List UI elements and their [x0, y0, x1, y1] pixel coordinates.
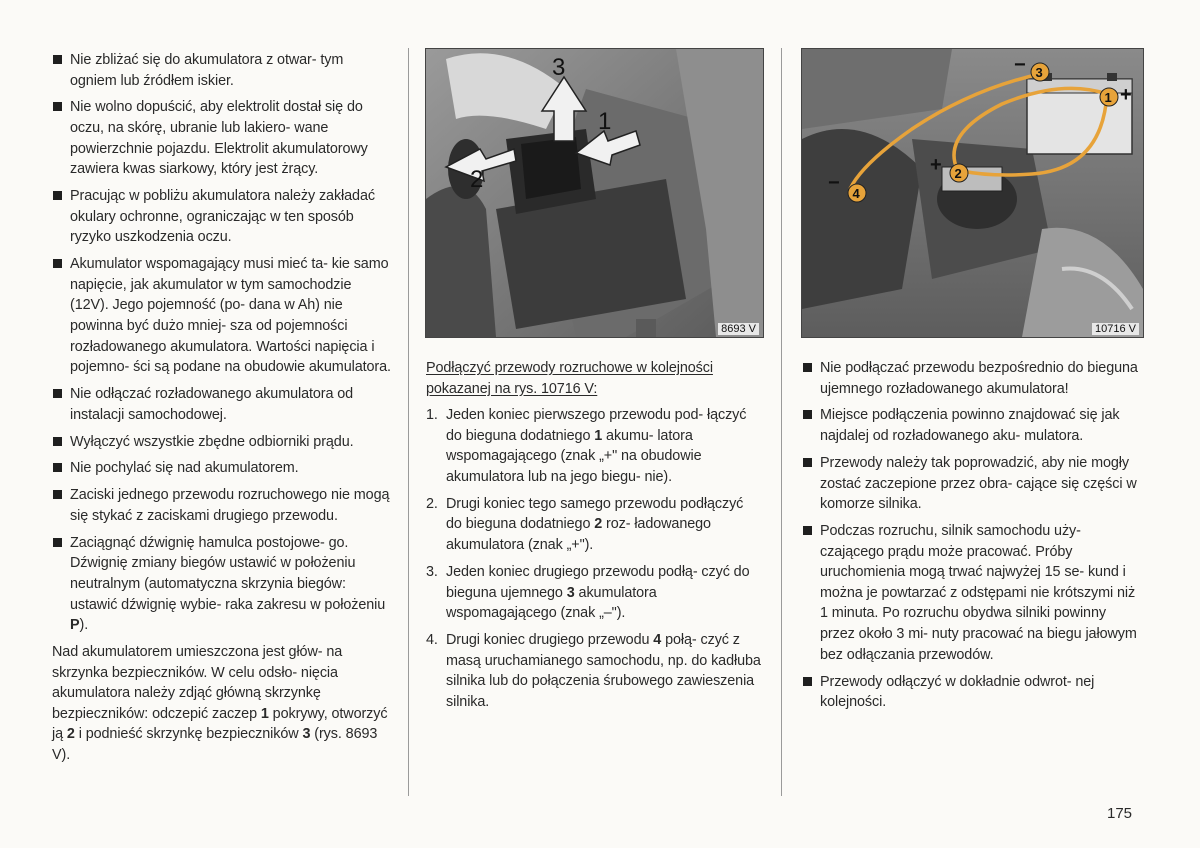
- list-item: Nie zbliżać się do akumulatora z otwar- tym ogniem lub źródłem iskier.: [52, 50, 392, 91]
- figure-fuse-box-removal: [425, 48, 764, 338]
- bullet-square-icon: [53, 463, 62, 472]
- minus-sign: −: [1014, 54, 1026, 76]
- bullet-square-icon: [53, 389, 62, 398]
- bullet-square-icon: [53, 259, 62, 268]
- list-item: Nie pochylać się nad akumulatorem.: [52, 458, 392, 479]
- fuse-box-illustration: [426, 49, 763, 337]
- list-item: Akumulator wspomagający musi mieć ta- kie samo napięcie, jak akumulator w tym samochodzie (12V). Jego pojemność (po- dana w Ah) nie powinna być dużo mniej- sza od pojemności rozładowanego akumulatora. Wartości napięcia i pojemno- ści są podane na obudowie akumulatora.: [52, 254, 392, 378]
- plus-sign: +: [1120, 84, 1132, 106]
- callout-3: [1031, 63, 1049, 81]
- jump-start-illustration: [802, 49, 1143, 337]
- fuse-box-paragraph: Nad akumulatorem umieszczona jest głów- na skrzynka bezpieczników. W celu odsło- nięcia akumulatora należy zdjąć główną skrzynkę bezpieczników: odczepić zaczep 1 pokrywy, otworzyć ją 2 i podnieść skrzynkę bezpieczników 3 (rys. 8693 V).: [52, 644, 388, 764]
- bullet-square-icon: [803, 363, 812, 372]
- middle-column: [426, 358, 762, 719]
- bullet-square-icon: [803, 458, 812, 467]
- list-item: Zaciągnąć dźwignię hamulca postojowe- go. Dźwignię zmiany biegów ustawić w położeniu neutralnym (automatyczna skrzynia biegów: ustawić dźwignię wybie- raka zakresu w położeniu P).: [52, 533, 392, 636]
- bullet-square-icon: [53, 437, 62, 446]
- callout-1: 1: [598, 108, 612, 135]
- minus-sign: −: [828, 172, 840, 194]
- bullet-square-icon: [53, 55, 62, 64]
- bullet-square-icon: [803, 410, 812, 419]
- figure-jumper-cable-connection: [801, 48, 1144, 338]
- list-item: Przewody odłączyć w dokładnie odwrot- nej kolejności.: [802, 672, 1142, 713]
- left-bullet-list: [52, 50, 392, 636]
- bullet-square-icon: [53, 191, 62, 200]
- left-column: [52, 50, 392, 766]
- svg-text:4: 4: [852, 186, 860, 201]
- list-item: Nie odłączać rozładowanego akumulatora od instalacji samochodowej.: [52, 384, 392, 425]
- procedure-steps: [426, 405, 762, 712]
- column-divider: [781, 48, 782, 796]
- list-item: Podczas rozruchu, silnik samochodu uży- czającego prądu może pracować. Próby uruchomienia mogą trwać najwyżej 15 se- kund i można je powtarzać z odstępami nie krótszymi niż 1 minuta. Po rozruchu obydwa silniki powinny przez około 3 mi- nuty pracować na biegu jałowym bez odłączania przewodów.: [802, 521, 1142, 665]
- bullet-square-icon: [53, 102, 62, 111]
- list-item: Miejsce podłączenia powinno znajdować się jak najdalej od rozładowanego aku- mulatora.: [802, 405, 1142, 446]
- figure-label: 10716 V: [1092, 323, 1139, 335]
- list-item: 3. Jeden koniec drugiego przewodu podłą- czyć do bieguna ujemnego 3 akumulatora wspomagającego (znak „–").: [426, 563, 750, 622]
- list-item: Nie podłączać przewodu bezpośrednio do bieguna ujemnego rozładowanego akumulatora!: [802, 358, 1142, 399]
- list-item: 2. Drugi koniec tego samego przewodu podłączyć do bieguna dodatniego 2 roz- ładowanego akumulatora (znak „+").: [426, 495, 744, 554]
- figure-label: 8693 V: [718, 323, 759, 335]
- list-item: Wyłączyć wszystkie zbędne odbiorniki prądu.: [52, 432, 392, 453]
- plus-sign: +: [930, 154, 942, 176]
- list-item: Pracując w pobliżu akumulatora należy zakładać okulary ochronne, ograniczając w ten sposób ryzyko uszkodzenia oczu.: [52, 186, 392, 248]
- callout-1: [1100, 88, 1118, 106]
- callout-2: [950, 164, 968, 182]
- right-bullet-list: [802, 358, 1142, 713]
- page-number: 175: [1107, 805, 1133, 822]
- list-item: Zaciski jednego przewodu rozruchowego nie mogą się stykać z zaciskami drugiego przewodu.: [52, 485, 392, 526]
- procedure-heading: Podłączyć przewody rozruchowe w kolejności pokazanej na rys. 10716 V:: [426, 360, 713, 397]
- svg-text:2: 2: [954, 166, 962, 181]
- list-item: 1. Jeden koniec pierwszego przewodu pod- łączyć do bieguna dodatniego 1 akumu- latora wspomagającego (znak „+" na obudowie akumulatora lub na jego biegu- nie).: [426, 407, 747, 485]
- bullet-square-icon: [53, 538, 62, 547]
- svg-text:3: 3: [1035, 65, 1043, 80]
- bullet-square-icon: [803, 677, 812, 686]
- svg-text:1: 1: [1104, 90, 1112, 105]
- bullet-square-icon: [53, 490, 62, 499]
- right-column: [802, 358, 1142, 719]
- list-item: 4. Drugi koniec drugiego przewodu 4 połą- czyć z masą uruchamianego samochodu, np. do kadłuba silnika lub do połączenia śrubowego zawieszenia silnika.: [426, 632, 761, 710]
- bullet-square-icon: [803, 526, 812, 535]
- callout-4: [848, 184, 866, 202]
- callout-2: 2: [470, 166, 484, 193]
- callout-3: 3: [552, 54, 566, 81]
- list-item: Przewody należy tak poprowadzić, aby nie mogły zostać zaczepione przez obra- cające się części w komorze silnika.: [802, 453, 1142, 515]
- column-divider: [408, 48, 409, 796]
- list-item: Nie wolno dopuścić, aby elektrolit dostał się do oczu, na skórę, ubranie lub lakiero- wane powierzchnie pojazdu. Elektrolit akumulatorowy zawiera kwas siarkowy, który jest żrący.: [52, 97, 392, 179]
